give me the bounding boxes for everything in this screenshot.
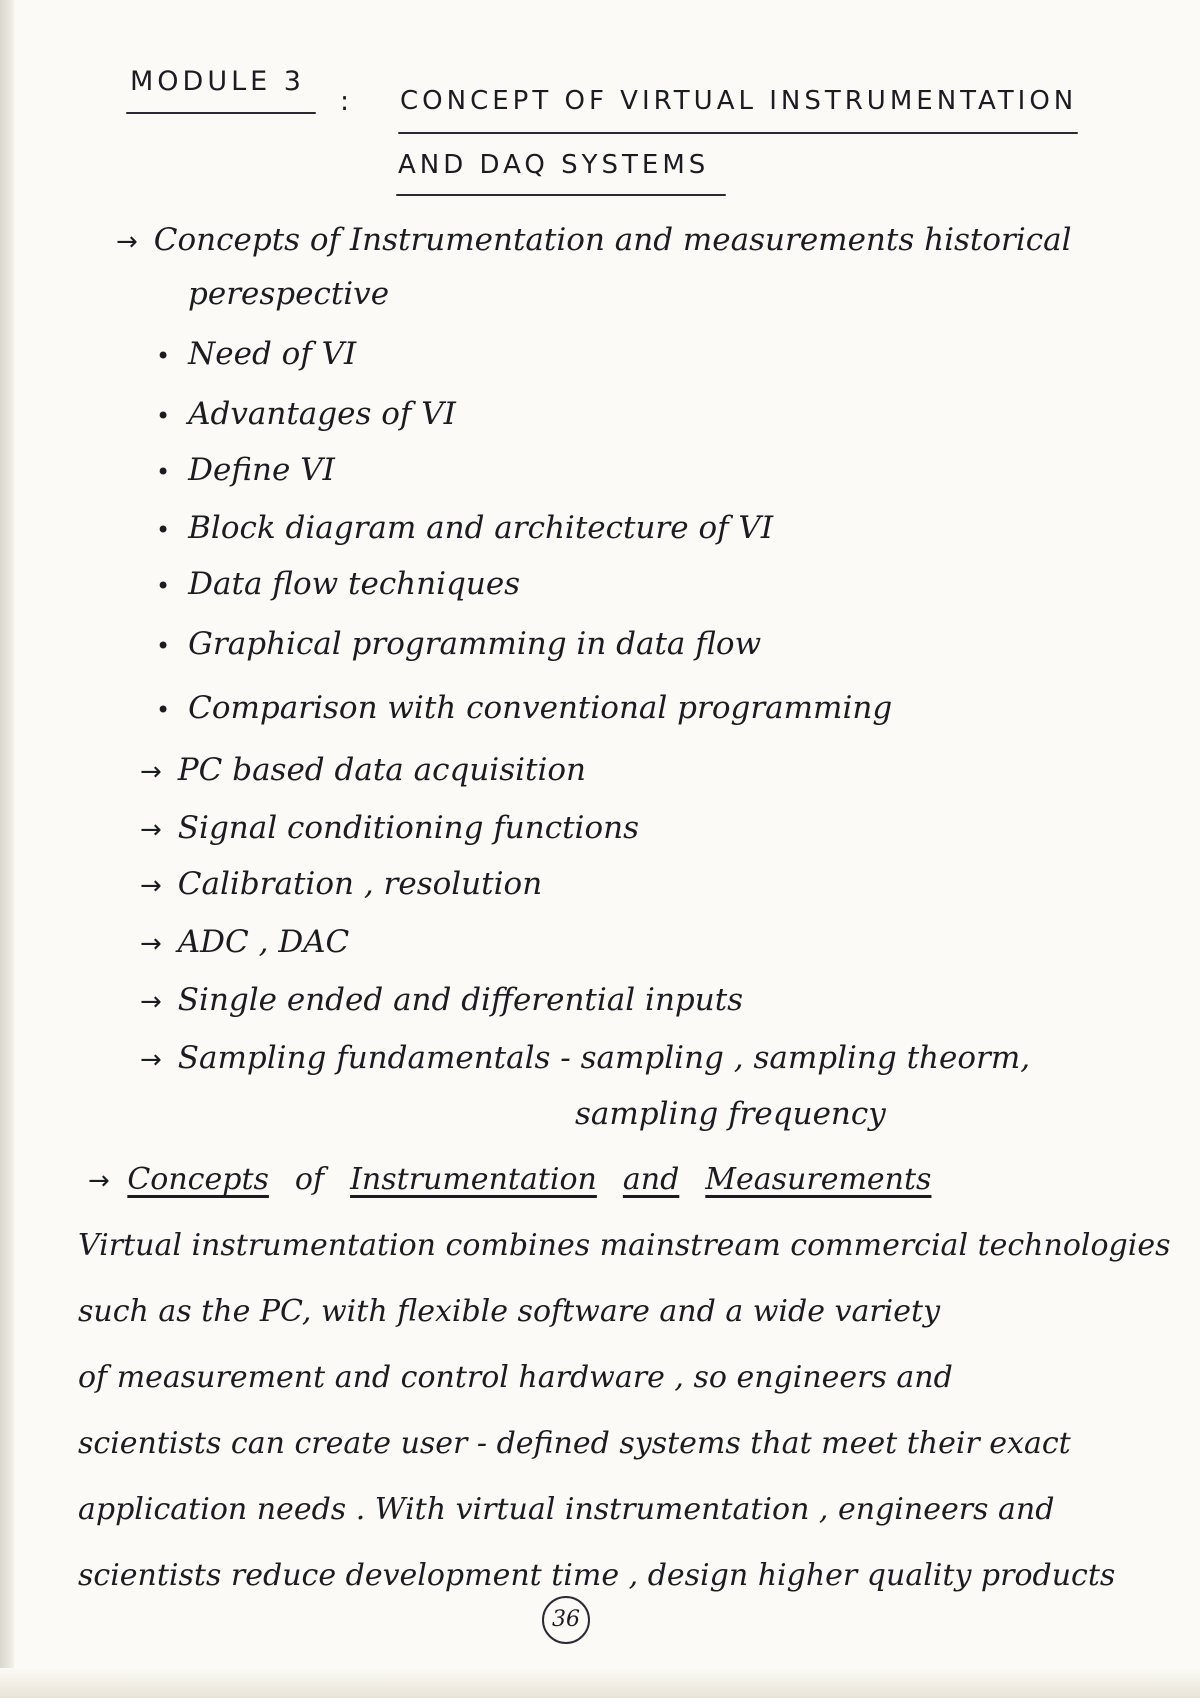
title-line-1-underline	[398, 132, 1078, 134]
arrow-icon: →	[88, 1166, 110, 1196]
outline-item-text: Sampling fundamentals - sampling , sampling theorm,	[177, 1040, 1031, 1076]
heading-word: and	[622, 1162, 680, 1197]
outline-item-text: sampling frequency	[575, 1096, 886, 1132]
outline-item	[140, 752, 586, 788]
paragraph-line: application needs . With virtual instrumentation , engineers and	[78, 1492, 1055, 1527]
bullet-icon: •	[156, 402, 171, 430]
title-line-2: AND DAQ SYSTEMS	[398, 150, 710, 180]
paragraph-line: of measurement and control hardware , so engineers and	[78, 1360, 953, 1395]
paragraph-line: Virtual instrumentation combines mainstream commercial technologies	[78, 1228, 1171, 1263]
section-heading	[88, 1162, 957, 1197]
outline-item-text: PC based data acquisition	[177, 752, 587, 788]
outline-item-text: ADC , DAC	[177, 924, 350, 960]
outline-item	[140, 1040, 1030, 1076]
title-line-2-underline	[396, 194, 726, 196]
outline-item-text: Calibration , resolution	[177, 866, 543, 902]
paragraph-line: scientists reduce development time , design higher quality products	[78, 1558, 1116, 1593]
outline-item	[116, 222, 1072, 258]
page-edge	[0, 0, 14, 1698]
outline-item-text: Need of VI	[188, 336, 357, 372]
bullet-icon: •	[156, 516, 171, 544]
page-bottom-band	[0, 1668, 1200, 1698]
module-underline	[126, 112, 316, 114]
outline-item	[140, 982, 743, 1018]
outline-item	[156, 626, 761, 662]
outline-item	[156, 452, 335, 488]
outline-item-text: Define VI	[188, 452, 335, 488]
bullet-icon: •	[156, 572, 171, 600]
section-heading-text	[127, 1162, 957, 1197]
title-line-1: CONCEPT OF VIRTUAL INSTRUMENTATION	[400, 86, 1078, 116]
outline-item-text: Single ended and differential inputs	[177, 982, 744, 1018]
arrow-icon: →	[140, 757, 162, 787]
outline-item-text: Graphical programming in data flow	[188, 626, 762, 662]
arrow-icon: →	[140, 929, 162, 959]
outline-item	[156, 336, 356, 372]
outline-item	[575, 1096, 886, 1132]
outline-item	[156, 510, 773, 546]
bullet-icon: •	[156, 342, 171, 370]
outline-item	[156, 690, 892, 726]
arrow-icon: →	[140, 1045, 162, 1075]
outline-item-text: Advantages of VI	[188, 396, 456, 432]
outline-item	[140, 924, 349, 960]
arrow-icon: →	[140, 987, 162, 1017]
outline-item-text: Signal conditioning functions	[177, 810, 640, 846]
arrow-icon: →	[140, 815, 162, 845]
outline-item	[140, 866, 542, 902]
heading-word: of	[294, 1162, 325, 1197]
paragraph-line: scientists can create user - defined systems that meet their exact	[78, 1426, 1071, 1461]
bullet-icon: •	[156, 696, 171, 724]
outline-item	[140, 810, 639, 846]
bullet-icon: •	[156, 458, 171, 486]
outline-item-text: Block diagram and architecture of VI	[188, 510, 774, 546]
heading-word: Measurements	[705, 1162, 932, 1197]
outline-item	[188, 276, 389, 312]
heading-word: Concepts	[127, 1162, 269, 1197]
outline-item	[156, 566, 520, 602]
outline-item-text: Data flow techniques	[188, 566, 521, 602]
outline-item-text: Comparison with conventional programming	[188, 690, 893, 726]
page-number: 36	[542, 1596, 590, 1644]
header-colon: :	[340, 86, 350, 117]
outline-item-text: perespective	[188, 276, 390, 312]
outline-item-text: Concepts of Instrumentation and measurements historical	[153, 222, 1072, 258]
module-label: MODULE 3	[130, 66, 305, 97]
heading-word: Instrumentation	[350, 1162, 597, 1197]
paragraph-line: such as the PC, with flexible software and a wide variety	[78, 1294, 941, 1329]
arrow-icon: →	[140, 871, 162, 901]
outline-item	[156, 396, 456, 432]
bullet-icon: •	[156, 632, 171, 660]
arrow-icon: →	[116, 227, 138, 257]
